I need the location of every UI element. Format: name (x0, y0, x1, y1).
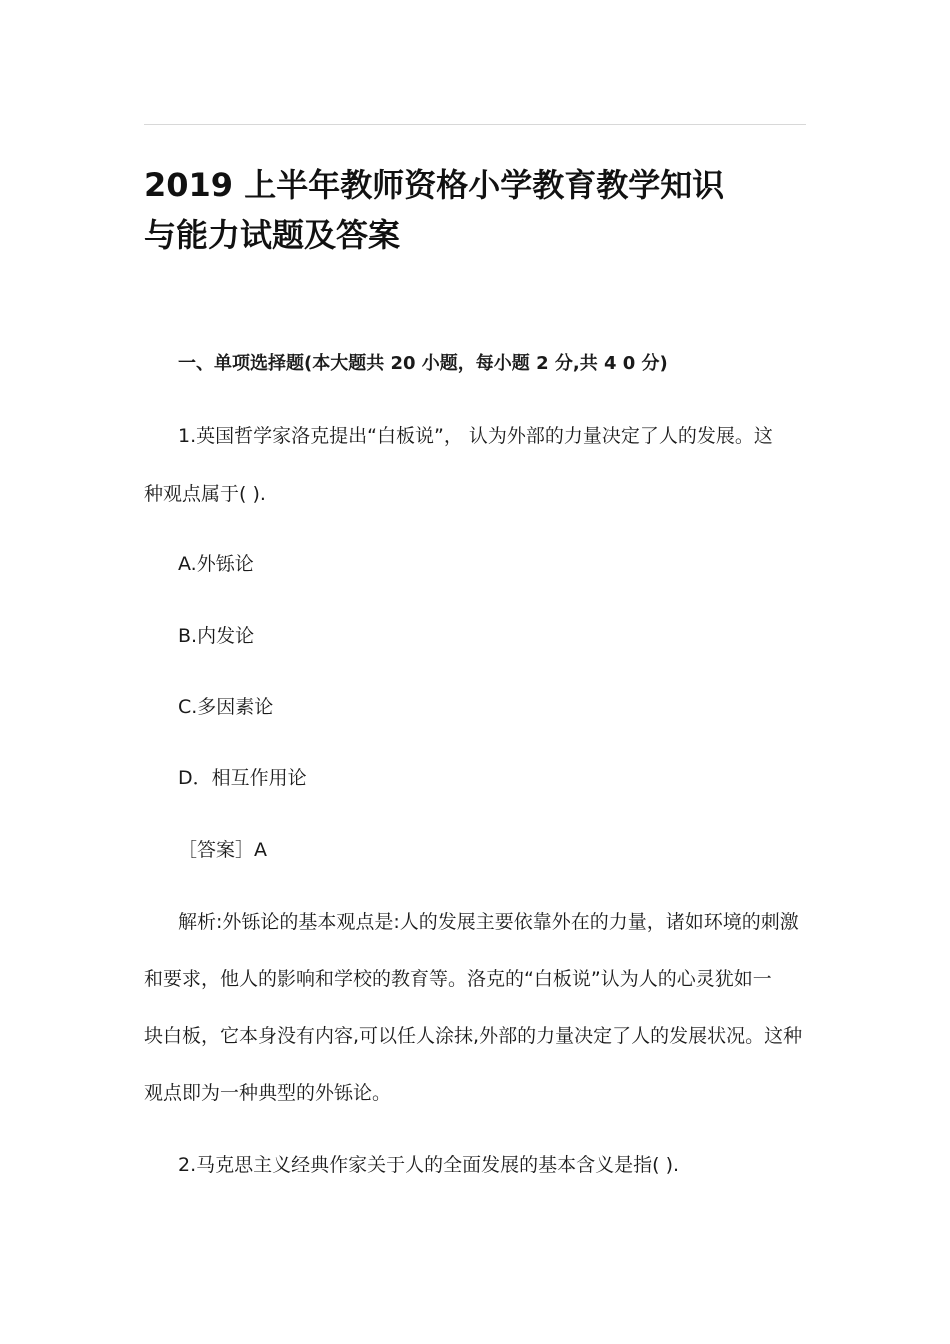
question-1-option-d: D．相互作用论 (178, 767, 307, 789)
question-1-analysis-line-3: 块白板，它本身没有内容,可以任人涂抹,外部的力量决定了人的发展状况。这种 (144, 1025, 803, 1047)
title-line-1: 2019 上半年教师资格小学教育教学知识 (144, 166, 725, 204)
section-heading: 一、单项选择题(本大题共 20 小题，每小题 2 分,共 4 0 分) (178, 353, 668, 374)
question-1-option-a: A.外铄论 (178, 553, 254, 575)
question-1-analysis-line-1: 解析:外铄论的基本观点是:人的发展主要依靠外在的力量，诸如环境的刺激 (178, 911, 799, 933)
question-1-option-b: B.内发论 (178, 625, 255, 647)
top-divider (144, 124, 806, 125)
title-line-2: 与能力试题及答案 (144, 216, 401, 254)
question-1-answer: ［答案］A (178, 839, 267, 861)
question-1-option-c: C.多因素论 (178, 696, 274, 718)
question-1-stem-line-2: 种观点属于( ). (144, 483, 266, 505)
question-2-stem-line-1: 2.马克思主义经典作家关于人的全面发展的基本含义是指( ). (178, 1154, 680, 1176)
question-1-analysis-line-4: 观点即为一种典型的外铄论。 (144, 1082, 392, 1104)
document-title (144, 160, 784, 260)
question-1-analysis-line-2: 和要求，他人的影响和学校的教育等。洛克的“白板说”认为人的心灵犹如一 (144, 968, 772, 990)
question-1-stem-line-1: 1.英国哲学家洛克提出“白板说”， 认为外部的力量决定了人的发展。这 (178, 425, 773, 447)
